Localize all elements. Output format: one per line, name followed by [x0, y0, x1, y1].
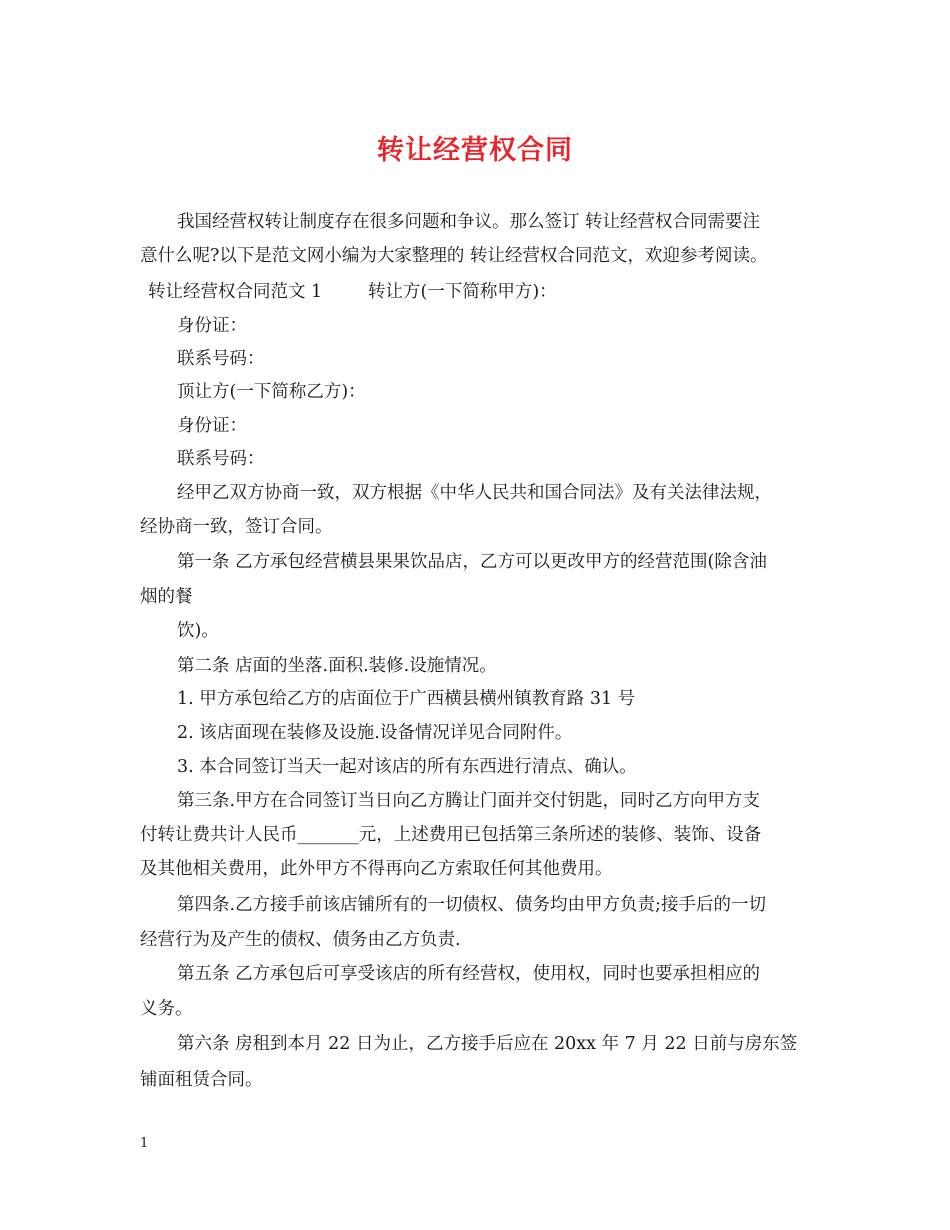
page-number: 1 — [140, 1136, 149, 1151]
clause-1-line: 第一条 乙方承包经营横县果果饮品店，乙方可以更改甲方的经营范围(除含油 — [177, 552, 767, 572]
clause-5-line: 义务。 — [140, 999, 193, 1019]
clause-1-line: 饮)。 — [177, 621, 219, 641]
document-title: 转让经营权合同 — [377, 135, 573, 166]
paragraph-line: 经协商一致，签订合同。 — [140, 517, 333, 537]
party-b-label: 顶让方(一下简称乙方)： — [177, 382, 366, 402]
clause-1-line: 烟的餐 — [140, 587, 193, 607]
clause-2-item: 2. 该店面现在装修及设施.设备情况详见合同附件。 — [177, 723, 573, 743]
paragraph-line: 我国经营权转让制度存在很多问题和争议。那么签订 转让经营权合同需要注 — [177, 212, 761, 232]
clause-5-line: 第五条 乙方承包后可享受该店的所有经营权，使用权，同时也要承担相应的 — [177, 964, 761, 984]
sample-heading: 转让经营权合同范文 1 — [148, 282, 323, 302]
clause-6-line: 第六条 房租到本月 22 日为止，乙方接手后应在 20xx 年 7 月 22 日前与房东签 — [177, 1034, 798, 1054]
party-a-label: 转让方(一下简称甲方)： — [368, 282, 557, 302]
clause-3-line: 第三条.甲方在合同签订当日向乙方腾让门面并交付钥匙，同时乙方向甲方支 — [177, 791, 761, 811]
clause-3-line: 及其他相关费用，此外甲方不得再向乙方索取任何其他费用。 — [140, 859, 613, 879]
clause-4-line: 经营行为及产生的债权、债务由乙方负责. — [140, 930, 461, 950]
phone-field-label: 联系号码： — [177, 449, 265, 469]
clause-6-line: 铺面租赁合同。 — [140, 1070, 263, 1090]
id-field-label: 身份证： — [177, 416, 247, 436]
id-field-label: 身份证： — [177, 316, 247, 336]
clause-2-item: 1. 甲方承包给乙方的店面位于广西横县横州镇教育路 31 号 — [177, 689, 636, 709]
clause-3-line: 付转让费共计人民币_______元，上述费用已包括第三条所述的装修、装饰、设备 — [140, 825, 762, 845]
clause-2-heading: 第二条 店面的坐落.面积.装修.设施情况。 — [177, 656, 497, 676]
clause-4-line: 第四条.乙方接手前该店铺所有的一切债权、债务均由甲方负责;接手后的一切 — [177, 895, 766, 915]
paragraph-line: 意什么呢?以下是范文网小编为大家整理的 转让经营权合同范文，欢迎参考阅读。 — [140, 246, 768, 266]
phone-field-label: 联系号码： — [177, 349, 265, 369]
paragraph-line: 经甲乙双方协商一致，双方根据《中华人民共和国合同法》及有关法律法规， — [177, 483, 772, 503]
clause-2-item: 3. 本合同签订当天一起对该店的所有东西进行清点、确认。 — [177, 757, 637, 777]
